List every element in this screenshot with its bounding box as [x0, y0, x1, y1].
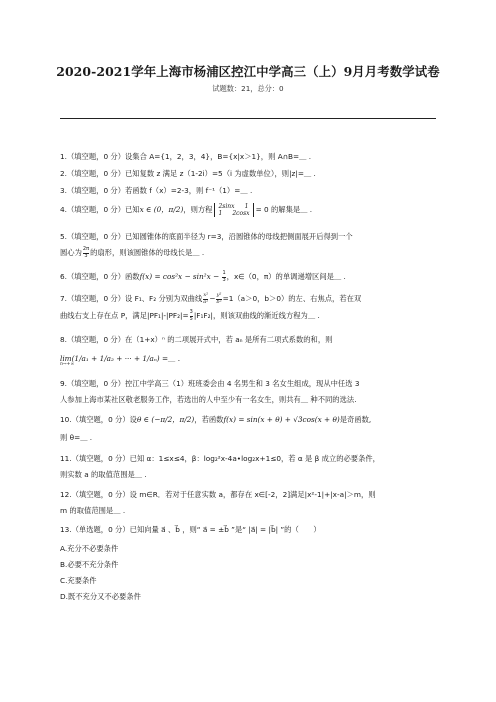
option-d: D.既不充分又不必要条件	[60, 592, 141, 601]
question-11: 11.（填空题，0 分）已知 α：1≤x≤4，β：log₂²x-4a•log₂x+1≤0，若 α 是 β 成立的必要条件，	[60, 454, 380, 463]
question-1: 1.（填空题，0 分）设集合 A={1，2，3，4}，B={x|x＞1}，则 A∩B=＿ .	[60, 152, 312, 161]
question-9: 9.（填空题，0 分）控江中学高三（1）班班委会由 4 名男生和 3 名女生组成，现从中任选 3	[60, 379, 360, 388]
question-4: 4.（填空题，0 分）已知x ∈ (0，π/2)，则方程 2sinx 1 1 2cosx = 0 的解集是＿ .	[60, 203, 313, 217]
question-13: 13.（单选题，0 分）已知向量 a⃗ 、b⃗ ，则“ a⃗ = ±b⃗ ”是“ |a⃗| = |b⃗| ”的（ ）	[60, 525, 321, 534]
limit-subscript: n→+∞	[60, 362, 75, 367]
option-c: C.充要条件	[60, 576, 97, 585]
hyperbola-y-term: $\frac{\text{y²}}{\text{b²}}$	[216, 292, 222, 305]
question-6: 6.（填空题，0 分）函数f(x) = cos²x − sin²x − $\frac{1}{3}$ ，x∈（0，π）的单调递增区间是＿ .	[60, 270, 346, 283]
option-b: B.必要不充分条件	[60, 560, 119, 569]
determinant: 2sinx 1 1 2cosx	[214, 203, 253, 217]
hyperbola-x-term: $\frac{\text{x²}}{\text{a²}}$	[203, 292, 209, 305]
question-5: 5.（填空题，0 分）已知圆锥体的底面半径为 r=3，沿圆锥体的母线把侧面展开后得到一个	[60, 232, 353, 241]
fraction: $\frac{3}{5}$	[189, 309, 193, 322]
question-12-line-2: m 的取值范围是＿ .	[60, 506, 126, 515]
question-3: 3.（填空题，0 分）若函数 f（x）=2-3，则 f⁻¹（1）=＿ .	[60, 186, 253, 195]
question-7: 7.（填空题，0 分）设 F₁、F₂ 分别为双曲线 $\frac{\text{x²}}{\text{a²}}$ − $\frac{\text{y²}}{\text{b²}}$ =1（a＞0，b＞0）的左、右焦点，若在双	[60, 292, 362, 305]
fraction: $\frac{1}{3}$	[222, 270, 226, 283]
question-7-line-2: 曲线右支上存在点 P，满足|PF₁|-|PF₂|= $\frac{3}{5}$ |F₁F₂|，则该双曲线的渐近线方程为＿ .	[60, 309, 320, 322]
question-8: 8.（填空题，0 分）在（1+x）ⁿ 的二项展开式中，若 aₙ 是所有二项式系数的和，则	[60, 335, 333, 344]
fraction: $\frac{2\pi}{3}$	[82, 246, 90, 259]
question-12: 12.（填空题，0 分）设 m∈R．若对于任意实数 a，都存在 x∈[-2，2]满足|x²-1|+|x-a|＞m，则	[60, 490, 376, 499]
question-8-line-2: lim(1/a₁ + 1/a₂ + ··· + 1/aₙ) =＿ .	[60, 354, 181, 363]
option-a: A.充分不必要条件	[60, 544, 119, 553]
question-10: 10.（填空题，0 分）设θ ∈ (−π/2，π/2)，若函数f(x) = sin(x + θ) + √3cos(x + θ)是奇函数,	[60, 415, 372, 424]
question-10-line-2: 则 θ=＿ .	[60, 433, 93, 442]
exam-title: 2020-2021学年上海市杨浦区控江中学高三（上）9月月考数学试卷	[56, 64, 440, 79]
question-9-line-2: 人参加上海市某社区敬老服务工作，若选出的人中至少有一名女生，则共有＿ 种不同的选法.	[60, 395, 357, 404]
question-2: 2.（填空题，0 分）已知复数 z 满足 z（1-2i）=5（i 为虚数单位），则|z|=＿ .	[60, 169, 316, 178]
question-11-line-2: 则实数 a 的取值范围是＿ .	[60, 470, 147, 479]
exam-subtitle: 试题数：21，总分：0	[212, 84, 284, 93]
header-divider	[60, 118, 436, 119]
question-5-line-2: 圆心为 $\frac{2\pi}{3}$ 的扇形，则该圆锥体的母线长是＿ .	[60, 246, 205, 259]
